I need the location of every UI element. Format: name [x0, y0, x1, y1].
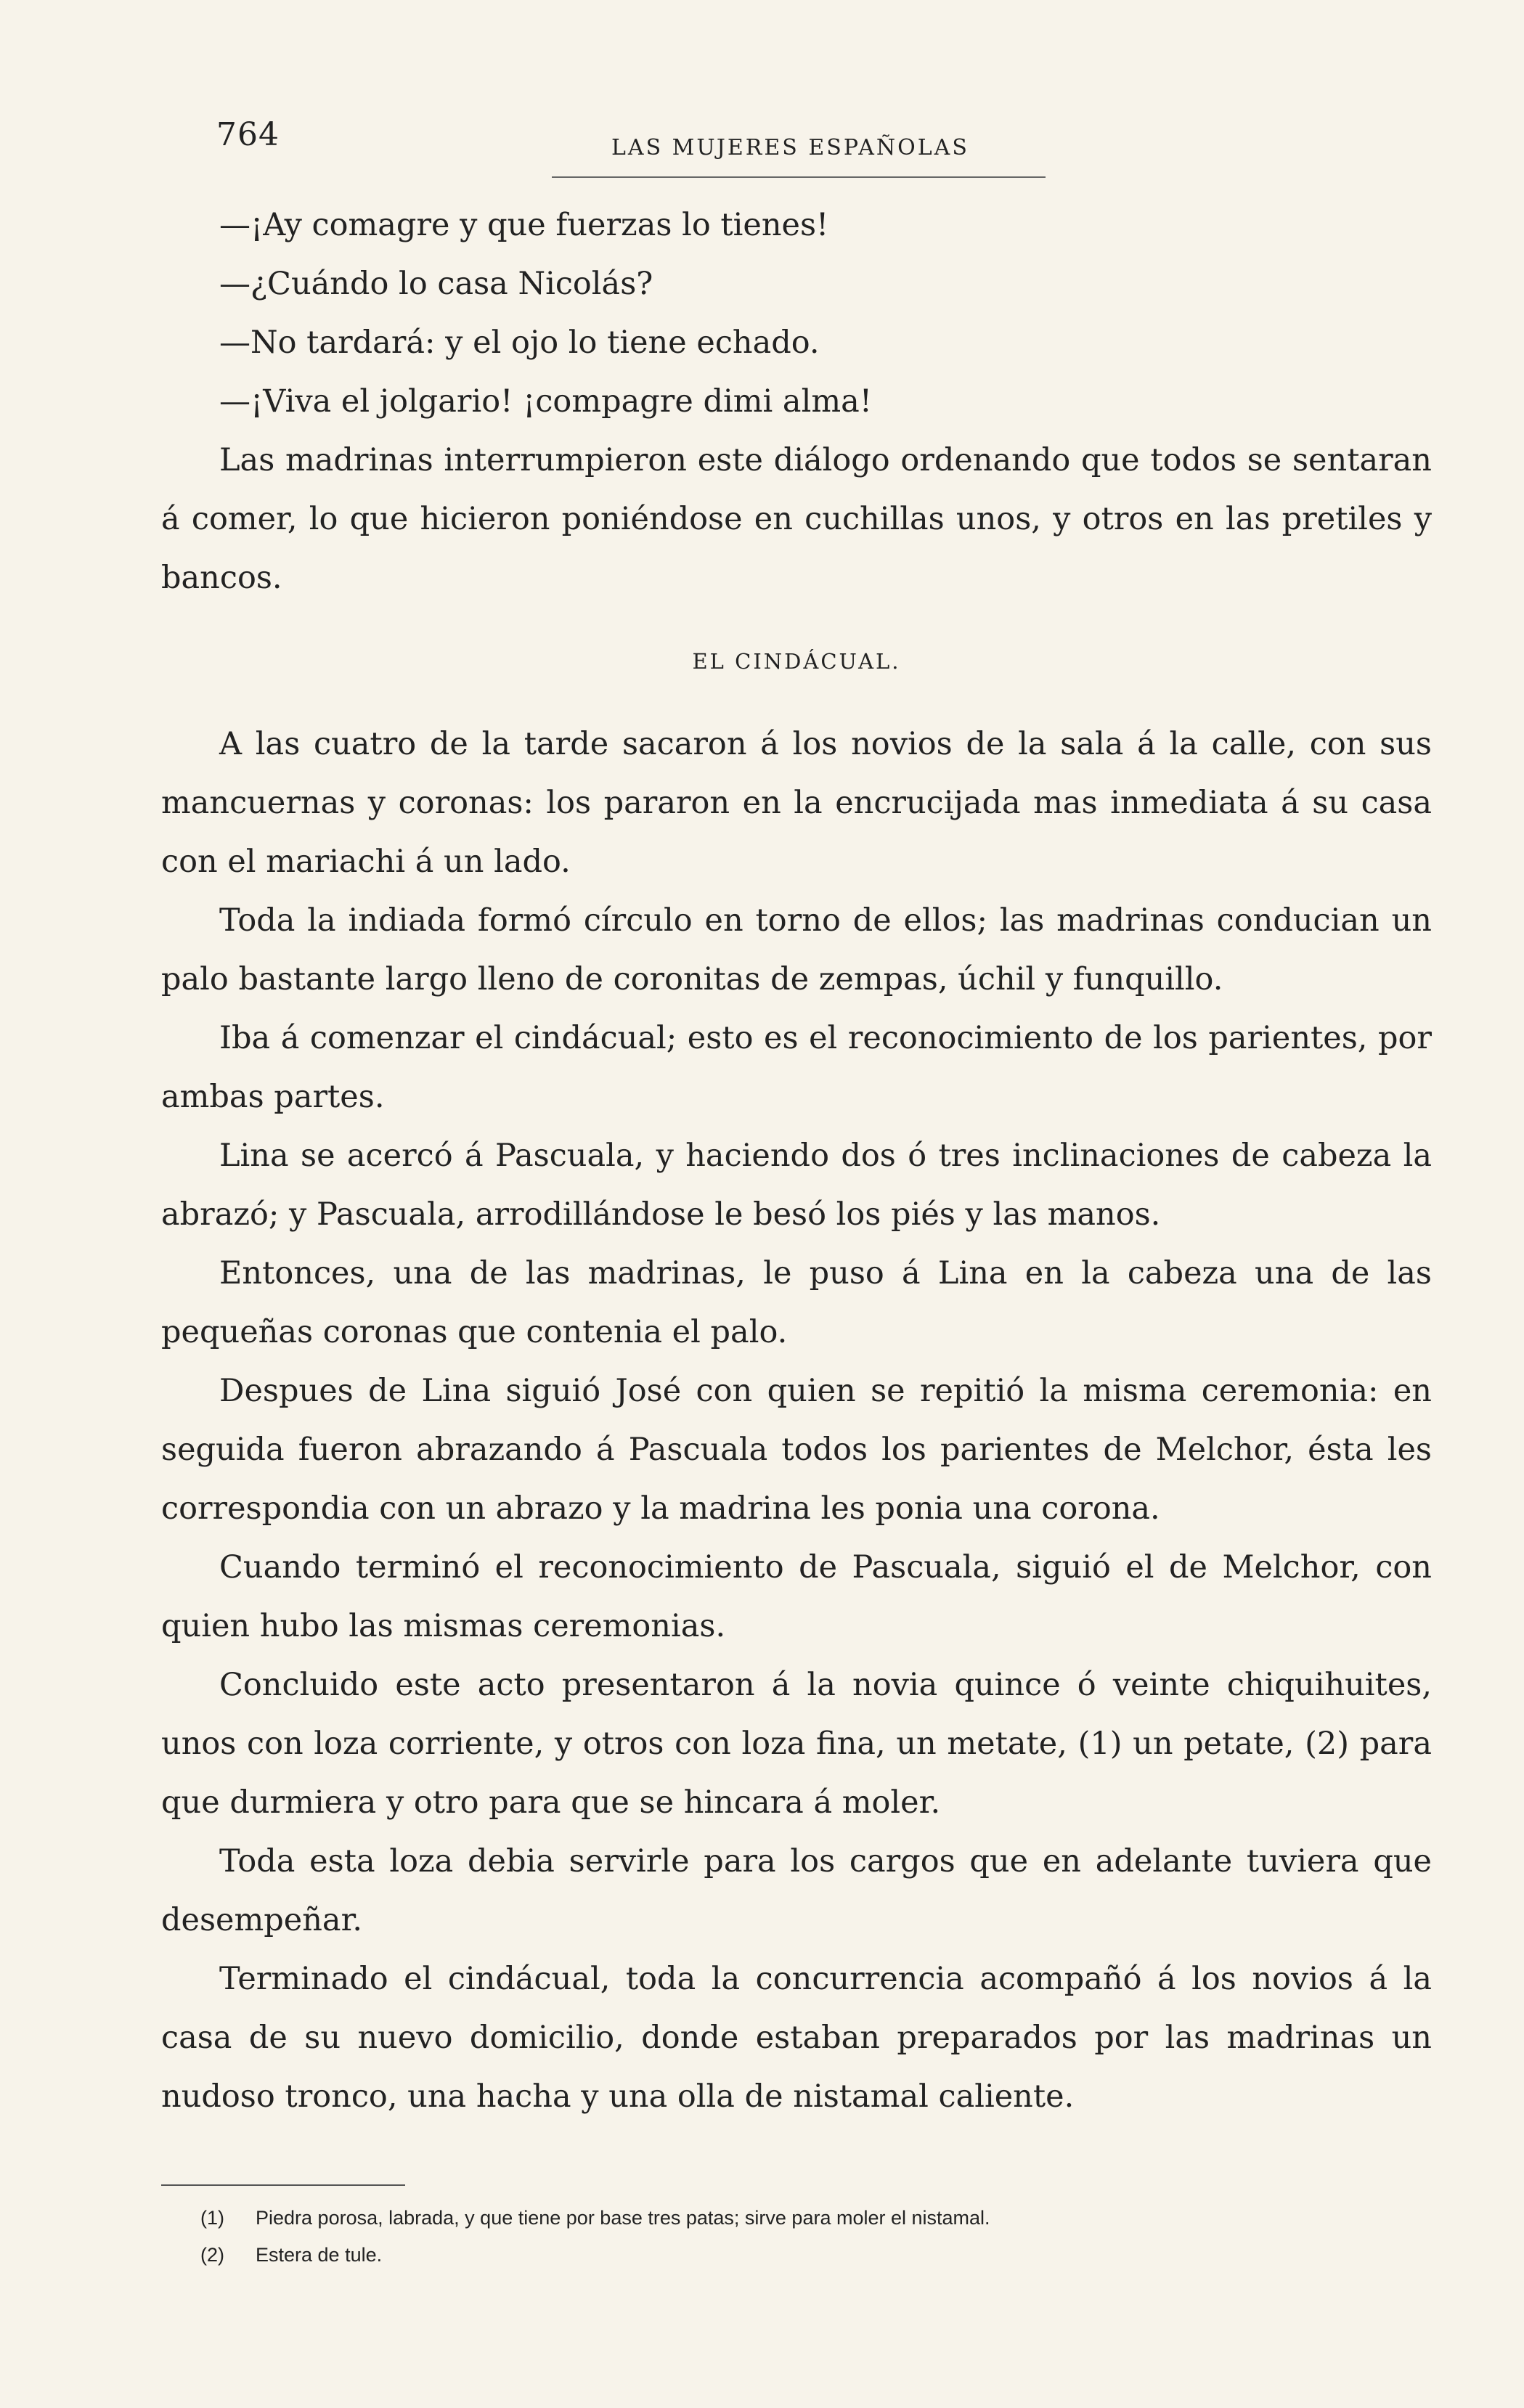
paragraph: Cuando terminó el reconocimiento de Pascuala, siguió el de Melchor, con quien hubo las mismas ceremonias. — [161, 1549, 1432, 1644]
paragraph: Despues de Lina siguió José con quien se repitió la misma ceremonia: en seguida fueron abrazando á Pascuala todos los parientes de Melchor, ésta les correspondia con un abrazo y la madrina les ponia una corona. — [161, 1373, 1432, 1527]
paragraph: Toda esta loza debia servirle para los cargos que en adelante tuviera que desempeñar. — [161, 1843, 1432, 1938]
paragraph: Terminado el cindácual, toda la concurrencia acompañó á los novios á la casa de su nuevo domicilio, donde estaban preparados por las madrinas un nudoso tronco, una hacha y una olla de nistamal caliente. — [161, 1961, 1432, 2115]
paragraph: Toda la indiada formó círculo en torno de ellos; las madrinas conducian un palo bastante largo lleno de coronitas de zempas, úchil y funquillo. — [161, 902, 1432, 997]
paragraph: Lina se acercó á Pascuala, y haciendo dos ó tres inclinaciones de cabeza la abrazó; y Pascuala, arrodillándose le besó los piés y las manos. — [161, 1138, 1432, 1233]
paragraph: Iba á comenzar el cindácual; esto es el reconocimiento de los parientes, por ambas partes. — [161, 1020, 1432, 1115]
dialogue-line: —¡Viva el jolgario! ¡compagre dimi alma! — [219, 383, 873, 420]
paragraph: Entonces, una de las madrinas, le puso á Lina en la cabeza una de las pequeñas coronas que contenia el palo. — [161, 1255, 1432, 1350]
dialogue-line: —¿Cuándo lo casa Nicolás? — [219, 266, 653, 302]
body-text — [161, 196, 1432, 2126]
section-title: EL CINDÁCUAL. — [692, 649, 901, 674]
footnote-rule — [161, 2184, 405, 2186]
dialogue-line: —No tardará: y el ojo lo tiene echado. — [219, 325, 820, 361]
footnote — [200, 2237, 1362, 2274]
footnote-mark: (2) — [200, 2244, 224, 2266]
page-number: 764 — [216, 116, 280, 153]
footnote-mark: (1) — [200, 2207, 224, 2229]
footnote-text: Estera de tule. — [256, 2244, 383, 2266]
footnote — [200, 2200, 1362, 2237]
footnotes — [200, 2200, 1362, 2274]
paragraph: Las madrinas interrumpieron este diálogo ordenando que todos se sentaran á comer, lo que hicieron poniéndose en cuchillas unos, y otros en las pretiles y bancos. — [161, 442, 1432, 596]
header-rule — [552, 176, 1046, 178]
dialogue-line: —¡Ay comagre y que fuerzas lo tienes! — [219, 207, 829, 243]
running-title: LAS MUJERES ESPAÑOLAS — [611, 135, 969, 160]
footnote-text: Piedra porosa, labrada, y que tiene por base tres patas; sirve para moler el nistamal. — [256, 2207, 990, 2229]
paragraph: Concluido este acto presentaron á la novia quince ó veinte chiquihuites, unos con loza corriente, y otros con loza fina, un metate, (1) un petate, (2) para que durmiera y otro para que se hincara á moler. — [161, 1667, 1432, 1821]
paragraph: A las cuatro de la tarde sacaron á los novios de la sala á la calle, con sus mancuernas y coronas: los pararon en la encrucijada mas inmediata á su casa con el mariachi á un lado. — [161, 726, 1432, 880]
